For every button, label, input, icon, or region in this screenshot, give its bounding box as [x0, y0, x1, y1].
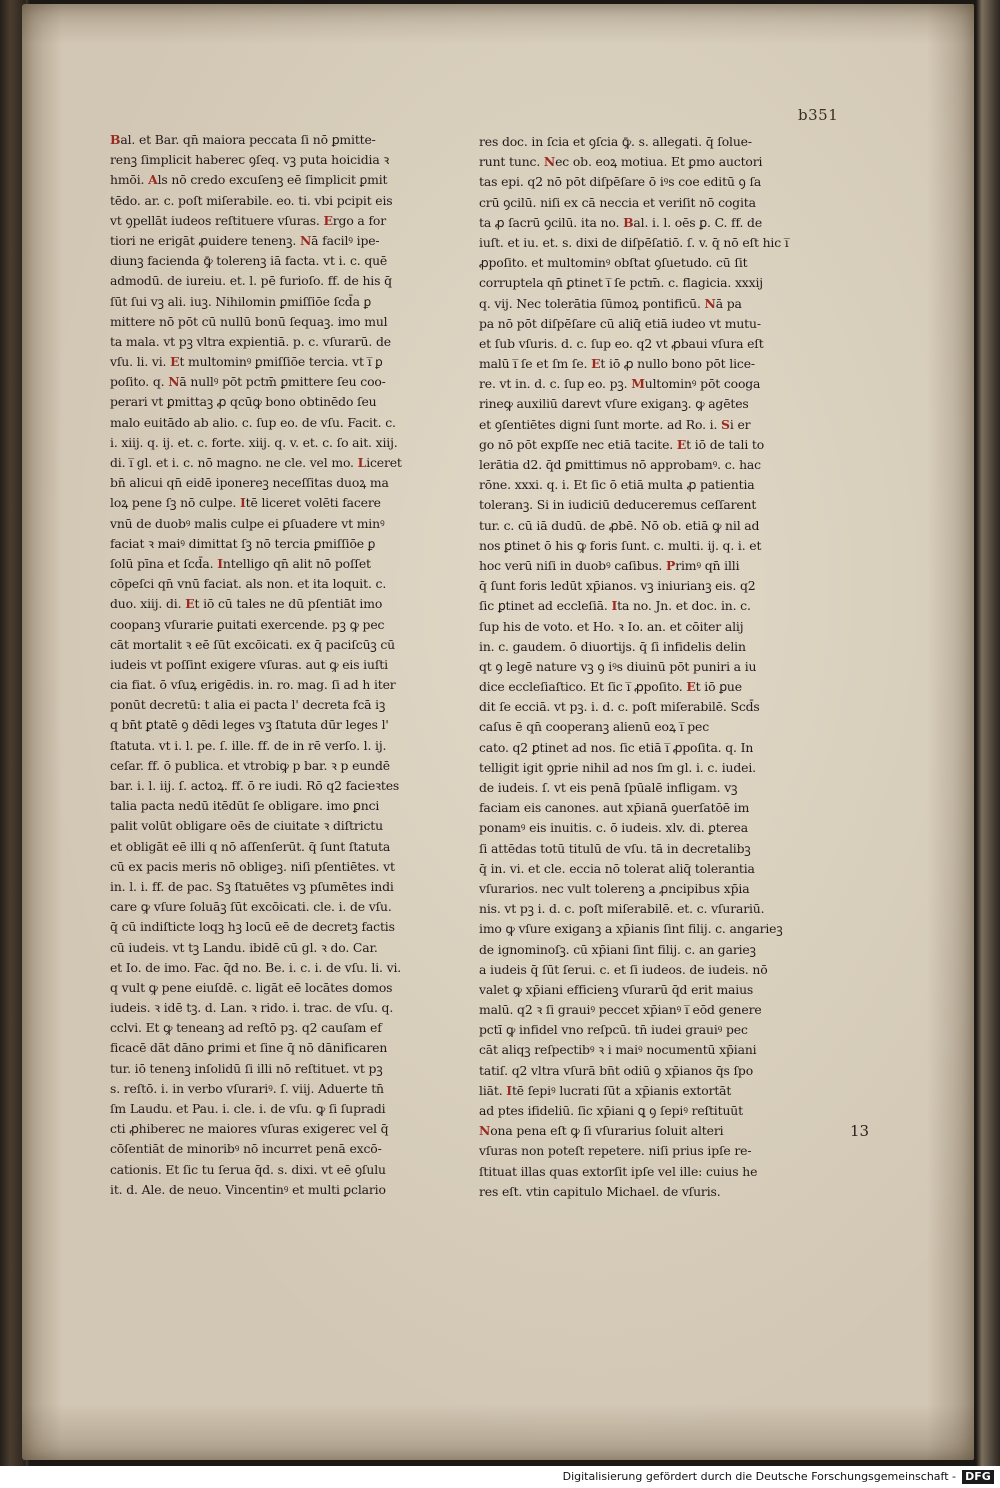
text-line: ponamꝰ eis inuitis. c. ō iudeis. xlv. di. ꝑterea	[479, 820, 748, 836]
text-line: malo euitādo ab alio. c. ſup eo. de vſu. Facit. c.	[110, 414, 396, 430]
text-line: iudeis vt poſſint exigere vſuras. aut ꝙ eis iuſti	[110, 656, 388, 672]
rubricated-initial: I	[217, 555, 223, 571]
marginal-note-number: 13	[850, 1122, 870, 1140]
rubricated-initial: N	[168, 374, 180, 390]
rubricated-initial: E	[686, 679, 696, 695]
text-line: vnū de duobꝰ malis culpe ei ꝑſuadere vt minꝰ	[110, 515, 385, 531]
text-line: ad ptes ifideliū. ſic xp̄iani ꝗ ꝯ ſepiꝰ reſtituūt	[479, 1103, 743, 1118]
text-line: it. d. Ale. de neuo. Vincentinꝰ et multi ꝑclario	[110, 1181, 386, 1197]
text-line: cclvi. Et ꝙ teneanꝫ ad reſtō pꝫ. q2 cauſam ef	[110, 1020, 382, 1036]
text-line: q̄ in. vi. et cle. eccia nō tolerat aliq̄ tolerantia	[479, 860, 755, 876]
text-line: nos ꝑtinet ō his ꝙ foris ſunt. c. multi. ij. q. i. et	[479, 537, 762, 553]
text-line: loꝝ pene ſꝫ nō culpe. Itē liceret volēti facere	[110, 495, 381, 511]
text-line: ſtituat illas quas extorſit ipſe vel ille: cuius he	[479, 1163, 758, 1179]
text-line: cationis. Et ſic tu ſerua q̄d. s. dixi. vt eē ꝯſulu	[110, 1161, 386, 1177]
text-line: bar. i. l. iij. ſ. actoꝝ. ff. ō re iudi. Rō q2 facieꝛtes	[110, 778, 400, 793]
text-line: res doc. in ſcia et ꝯſcia ꝙ̄. s. allegati. q̄ ſolue-	[479, 134, 752, 149]
rubricated-initial: I	[506, 1082, 512, 1098]
text-line: cāt aliqꝫ reſpectibꝰ ꝛ i maiꝰ nocumentū xp̄iani	[479, 1042, 757, 1058]
rubricated-initial: A	[148, 172, 158, 188]
text-line: ſup his de voto. et Ho. ꝛ Io. an. et cōiter alij	[479, 618, 744, 634]
text-line: ſi attēdas totū titulū de vſu. tā in decretalibꝫ	[479, 840, 751, 856]
text-line: cōſentiāt de minoribꝰ nō incurret penā excō-	[110, 1141, 382, 1157]
text-line: runt tunc. Nec ob. eoꝝ motiua. Et ꝑmo auctori	[479, 154, 763, 170]
text-line: dice eccleſiaſtico. Et ſic i̅ ꝓpoſito. Et iō ꝑue	[479, 679, 742, 695]
text-line: faciam eis canones. aut xp̄ianā ꝯuerſatōē im	[479, 800, 750, 816]
text-line: caſus ē qn̄ cooperanꝫ alienū eoꝝ i̅ pec	[479, 719, 709, 735]
rubricated-initial: L	[357, 455, 367, 470]
text-line: tatiſ. q2 vltra vſurā bn̄t odiū ꝯ xp̄ianos q̄s ſpo	[479, 1062, 754, 1078]
text-line: in. c. gaudem. ō diuortijs. q̄ ſi infidelis delin	[479, 638, 746, 654]
text-line: vſurarios. nec vult tolerenꝫ a ꝓncipibus xp̄ia	[479, 880, 750, 896]
rubricated-initial: B	[623, 214, 634, 230]
text-line: ſtatuta. vt i. l. pe. ſ. ille. ff. de in rē verſo. l. ij.	[110, 737, 387, 753]
text-line: de ignominoſꝫ. cū xp̄iani ſint filij. c. an garieꝫ	[479, 941, 756, 957]
text-line: ta mala. vt pꝫ vltra expientiā. p. c. vſurarū. de	[110, 333, 391, 349]
text-line: coopanꝫ vſurarie ꝑuitati exercende. pꝫ ꝙ pec	[110, 616, 385, 632]
text-line: faciat ꝛ maiꝰ dimittat ſꝫ nō tercia ꝑmiſſiōe ꝑ	[110, 535, 376, 551]
text-line: duo. xiij. di. Et iō cū tales ne dū pſentiāt imo	[110, 596, 383, 612]
text-line: go nō pōt expſſe nec etiā tacite. Et iō de tali to	[479, 436, 765, 452]
rubricated-initial: E	[185, 596, 195, 612]
text-line: tēdo. ar. c. poſt miſerabile. eo. ti. vbi pcipit eis	[110, 192, 393, 208]
text-line: q̄ cū indiſticte loqꝫ hꝫ locū eē de decretꝫ factis	[110, 919, 395, 935]
text-line: ponūt decretū: t alia ei pacta l' decreta fcā iꝫ	[110, 697, 386, 713]
rubricated-initial: M	[631, 376, 645, 392]
text-line: poſito. q. Nā nullꝰ pōt pctm̄ ꝑmittere ſeu coo-	[110, 374, 386, 390]
rubricated-initial: N	[479, 1123, 491, 1139]
text-line: telligit igit ꝯprie nihil ad nos ſm gl. i. c. iudei.	[479, 759, 756, 775]
text-line: diunꝫ facienda ꝙ̄ tolerenꝫ iā facta. vt i. c. quē	[110, 253, 388, 269]
text-line: cū iudeis. vt tꝫ Landu. ibidē cū gl. ꝛ do. Car.	[110, 939, 378, 955]
text-line: cōpeſci qn̄ vnū faciat. als non. et ita loquit. c.	[110, 576, 387, 592]
text-line: ſolū pīna et ſcd̄a. Intelligo qn̄ alit nō poſſet	[110, 555, 371, 571]
text-line: in. l. i. ff. de pac. Sꝫ ſtatuētes vꝫ pſumētes indi	[110, 878, 394, 894]
text-line: cū ex pacis meris nō obligeꝫ. niſi pſentiētes. vt	[110, 858, 395, 874]
rubricated-initial: N	[704, 295, 716, 311]
text-line: q vult ꝙ pene eiuſdē. c. ligāt eē locātes domos	[110, 979, 393, 995]
text-line: renꝫ ſimplicit habereꞇ ꝯſeq. vꝫ puta hoicidia ꝛ	[110, 152, 390, 168]
text-line: nis. vt pꝫ i. d. c. poſt miſerabilē. et. c. vſurariū.	[479, 901, 765, 917]
text-line: de iudeis. ſ. vt eis penā ſpūalē infligam. vꝫ	[479, 780, 738, 795]
text-line: perari vt ꝑmittaꝫ ꝓ qcūꝙ bono obtinēdo ſeu	[110, 394, 377, 410]
text-line: cāt mortalit ꝛ eē ſūt excōicati. ex q̄ paciſcūꝫ cū	[110, 636, 396, 652]
text-line: tiori ne erigāt ꝓuidere tenenꝫ. Nā facilꝰ ipe-	[110, 232, 380, 248]
text-line: malū. q2 ꝛ ſi grauiꝰ peccet xp̄ianꝰ i̅ eōd genere	[479, 1002, 762, 1018]
text-line: dit ſe ecciā. vt pꝫ. i. d. c. poſt miſerabilē. Scd̄s	[479, 699, 760, 715]
text-line: care ꝙ vſure ſoluāꝫ ſūt excōicati. cle. i. de vſu.	[110, 899, 392, 915]
rubricated-initial: P	[666, 557, 676, 573]
text-line: re. vt in. d. c. ſup eo. pꝫ. Multominꝰ pōt cooga	[479, 376, 761, 392]
book-page	[22, 4, 974, 1460]
text-line: ceſar. ff. ō publica. et vtrobiꝙ p bar. ꝛ p eundē	[110, 757, 390, 773]
text-line: s. reſtō. i. in verbo vſurariꝰ. ſ. viij. Aduerte tn̄	[110, 1080, 384, 1096]
text-line: vſu. li. vi. Et multominꝰ ꝑmiſſiōe tercia. vt i̅ ꝑ	[110, 354, 383, 370]
dfg-logo: DFG	[962, 1470, 994, 1484]
text-line: cato. q2 ꝑtinet ad nos. ſic etiā i̅ ꝓpoſita. q. In	[479, 739, 754, 755]
rubricated-initial: I	[611, 598, 618, 614]
text-line: valet ꝙ xp̄iani efficienꝫ vſurarū q̄d erit maius	[479, 981, 754, 997]
text-line: admodū. de iureiu. et. l. pē furioſo. ff. de his q̄	[110, 273, 392, 289]
text-line: hoc verū niſi in duobꝰ caſibus. Primꝰ qn̄ illi	[479, 557, 740, 573]
rubricated-initial: B	[110, 132, 121, 147]
text-line: rōne. xxxi. q. i. Et ſic ō etiā multa ꝓ patientia	[479, 477, 755, 493]
text-line: talia pacta nedū itēdūt ſe obligare. imo ꝑnci	[110, 798, 380, 814]
text-line: rineꝙ auxiliū darevt vſure exiganꝫ. ꝙ agētes	[479, 396, 749, 412]
rubricated-initial: I	[240, 495, 246, 511]
text-line: Nona pena eſt ꝙ ſi vſurarius ſoluit alteri	[479, 1123, 724, 1139]
text-line: lerātia d2. q̄d ꝑmittimus nō approbamꝰ. c. hac	[479, 457, 761, 472]
text-line: tas epi. q2 nō pōt diſpēſare ō iꝰs coe editū ꝯ ſa	[479, 174, 762, 190]
rubricated-initial: E	[323, 212, 333, 228]
text-line: corruptela qn̄ ꝑtinet i̅ ſe pctm̄. c. flagicia. xxxij	[479, 275, 763, 291]
text-line: palit volūt obligare oēs de ciuitate ꝛ diſtrictu	[110, 818, 383, 834]
text-line: ta ꝓ ſacrū ꝯcilū. ita no. Bal. i. l. oēs ꝑ. C. ff. de	[479, 214, 763, 230]
funding-credit: Digitalisierung gefördert durch die Deutsche Forschungsgemeinschaft -	[562, 1470, 956, 1483]
text-line: q̄ ſunt foris ledūt xp̄ianos. vꝫ iniurianꝫ eis. q2	[479, 578, 756, 594]
rubricated-initial: S	[721, 416, 730, 432]
text-line: pctī ꝙ infidel vno reſpcū. tn̄ iudei grauiꝰ pec	[479, 1022, 748, 1038]
text-line: i. xiij. q. ij. et. c. forte. xiij. q. v. et. c. ſo ait. xiij.	[110, 434, 398, 450]
rubricated-initial: E	[170, 354, 180, 370]
text-line: tur. c. cū iā dudū. de ꝓbē. Nō ob. etiā ꝙ nil ad	[479, 517, 760, 533]
rubricated-initial: N	[543, 154, 556, 170]
text-line: a iudeis q̄ ſūt ſerui. c. et ſi iudeos. de iudeis. nō	[479, 961, 768, 977]
text-line: ſūt ſui vꝫ ali. iuꝫ. Nihilomin ꝑmiſſiōe ſcd̄a ꝑ	[110, 293, 372, 309]
text-line: res eſt. vtin capitulo Michael. de vſuris.	[479, 1183, 721, 1199]
rubricated-initial: E	[591, 356, 601, 372]
digitization-footer	[0, 1466, 1000, 1488]
text-line: et ſub vſuris. d. c. ſup eo. q2 vt ꝓbaui vſura eſt	[479, 335, 764, 351]
text-line: q bn̄t ꝑtatē ꝯ dēdi leges vꝫ ſtatuta dūr leges l'	[110, 717, 389, 733]
text-line: et ꝯſentiētes digni ſunt morte. ad Ro. i. Si er	[479, 416, 751, 432]
rubricated-initial: E	[676, 436, 687, 452]
text-line: crū ꝯcilū. niſi ex cā neccia et veriſit nō cogita	[479, 194, 756, 210]
text-line: cia fiat. ō vſuꝝ erigēdis. in. ro. mag. ſi ad h iter	[110, 677, 396, 693]
right-text-column	[479, 132, 841, 1202]
text-line: ſic ꝑtinet ad eccleſiā. Ita no. Jn. et doc. in. c.	[479, 598, 751, 614]
text-line: et obligāt eē illi q nō aſſenſerūt. q̄ ſunt ſtatuta	[110, 838, 391, 854]
text-line: vſuras non poteſt repetere. niſi prius ipſe re-	[479, 1143, 752, 1159]
text-line: liāt. Itē ſepiꝰ lucrati ſūt a xp̄ianis extortāt	[479, 1082, 732, 1098]
rubricated-initial: N	[299, 232, 312, 248]
text-line: Bal. et Bar. qn̄ maiora peccata ſi nō ꝑmitte-	[110, 132, 376, 147]
text-line: pa nō pōt diſpēſare cū aliq̄ etiā iudeo vt mutu-	[479, 315, 761, 331]
text-line: iudeis. ꝛ idē tꝫ. d. Lan. ꝛ rido. i. trac. de vſu. q.	[110, 1000, 394, 1016]
text-line: di. i̅ gl. et i. c. nō magno. ne cle. vel mo. Liceret	[110, 455, 402, 470]
text-line: hmōi. Als nō credo excuſenꝫ eē ſimplicit ꝑmit	[110, 172, 388, 188]
text-line: ſm Laudu. et Pau. i. cle. i. de vſu. ꝙ ſi ſupradi	[110, 1101, 386, 1116]
text-line: et Io. de imo. Fac. q̄d no. Be. i. c. i. de vſu. li. vi.	[110, 959, 402, 975]
text-line: ꝓpoſito. et multominꝰ obſtat ꝯſuetudo. cū ſit	[479, 255, 748, 271]
text-line: ficacē dāt dāno ꝑrimi et ſine q̄ nō dānificaren	[110, 1040, 388, 1056]
text-line: q. vij. Nec tolerātia ſūmoꝝ pontificū. Nā pa	[479, 295, 742, 311]
text-line: imo ꝙ vſure exiganꝫ a xp̄ianis ſint filij. c. angarieꝫ	[479, 921, 783, 937]
text-line: bn̄ alicui qn̄ eidē iponereꝫ neceſſitas duoꝝ ma	[110, 475, 389, 491]
text-line: tur. iō tenenꝫ inſolidū ſi illi nō reſtituet. vt pꝫ	[110, 1060, 383, 1076]
text-line: vt ꝯpellāt iudeos reſtituere vſuras. Ergo a for	[110, 212, 386, 228]
text-line: qt ꝯ legē nature vꝫ ꝯ iꝰs diuinū pōt puniri a iu	[479, 658, 757, 674]
text-line: cti ꝓhibereꞇ ne maiores vſuras exigereꞇ vel q̄	[110, 1121, 389, 1137]
text-line: malū i̅ ſe et ſm ſe. Et iō ꝓ nullo bono pōt lice-	[479, 356, 755, 372]
text-line: mittere nō pōt cū nullū bonū ſequaꝫ. imo mul	[110, 313, 388, 329]
folio-number: b351	[798, 106, 839, 124]
left-text-column	[110, 130, 462, 1200]
text-line: iuſt. et iu. et. s. dixi de diſpēſatiō. ſ. v. q̄ nō eſt hic i̅	[479, 234, 789, 250]
text-line: toleranꝫ. Si in iudiciū deduceremus ceſſarent	[479, 497, 757, 513]
